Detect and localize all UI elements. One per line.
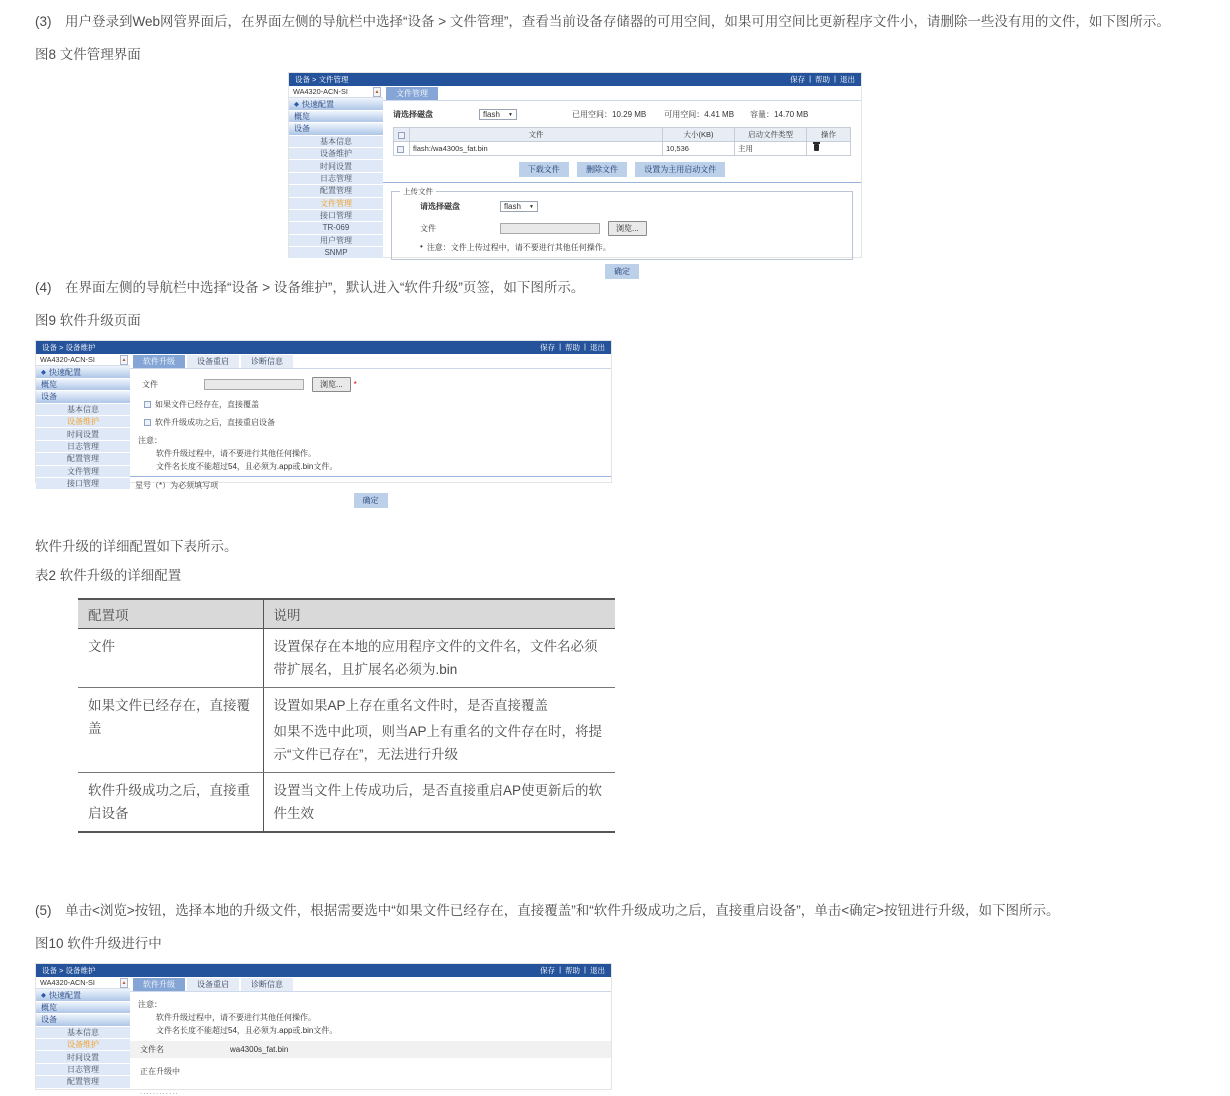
upgrade-status-text: 正在升级中 [140, 1067, 180, 1076]
upload-file-section [391, 186, 853, 260]
note-line-2: 文件名长度不能超过54，且必须为.app或.bin文件。 [156, 1026, 338, 1035]
column-header-boot-type: 启动文件类型 [735, 128, 807, 142]
note-line-1: 软件升级过程中，请不要进行其他任何操作。 [156, 1013, 316, 1022]
diamond-icon: ◆ [41, 369, 46, 377]
title-bar [289, 73, 861, 86]
progress-dots: ............ [140, 1087, 179, 1096]
step-5-paragraph: (5) 单击<浏览>按钮，选择本地的升级文件，根据需要选中“如果文件已经存在，直接覆盖”和“软件升级成功之后，直接重启设备”，单击<确定>按钮进行升级，如下图所示。 [35, 903, 1060, 918]
device-name-row [36, 354, 130, 366]
sidebar-item-device[interactable] [36, 1014, 130, 1026]
divider [383, 182, 861, 183]
config-item-cell: 如果文件已经存在，直接覆盖 [78, 688, 263, 773]
sidebar-item-overview[interactable] [289, 111, 383, 123]
download-file-button[interactable]: 下载文件 [519, 162, 569, 177]
column-header-description: 说明 [263, 599, 615, 629]
arrow-up-icon: ▲ [121, 356, 127, 363]
table-row [78, 629, 615, 688]
config-table [78, 598, 615, 833]
upload-section-legend: 上传文件 [403, 187, 433, 196]
figure9-caption: 图9 软件升级页面 [35, 313, 141, 328]
arrow-up-icon: ▲ [374, 88, 380, 95]
delete-file-button[interactable]: 删除文件 [577, 162, 627, 177]
main-panel [130, 977, 611, 1096]
top-links [540, 965, 605, 976]
device-name: WA4320-ACN-SI [40, 355, 95, 365]
main-panel [383, 86, 861, 276]
row-checkbox[interactable] [397, 146, 404, 153]
sidebar-item-basic-info[interactable]: 基本信息 [289, 136, 383, 148]
separator: | [834, 74, 836, 83]
scrollbar-up-button[interactable] [373, 87, 381, 97]
tab-bar [130, 977, 611, 992]
filename-label: 文件名 [140, 1045, 164, 1054]
device-name: WA4320-ACN-SI [40, 978, 95, 988]
description-cell: 设置当文件上传成功后，是否直接重启AP使更新后的软件生效 [263, 773, 615, 833]
disk-select-label: 请选择磁盘 [393, 110, 433, 119]
tab-file-management[interactable]: 文件管理 [386, 87, 438, 100]
exit-link[interactable]: 退出 [590, 966, 605, 975]
description-line: 设置如果AP上存在重名文件时，是否直接覆盖 [273, 698, 549, 713]
boot-type-cell: 主用 [735, 142, 807, 156]
sidebar-item-tr069[interactable]: TR-069 [289, 222, 383, 234]
diamond-icon: ◆ [294, 101, 299, 109]
sidebar-item-label: 设备 [294, 124, 310, 134]
free-space: 可用空间：4.41 MB [664, 110, 735, 119]
delete-icon[interactable] [814, 144, 819, 151]
help-link[interactable]: 帮助 [815, 75, 831, 84]
save-link[interactable]: 保存 [790, 75, 806, 84]
sidebar-item-quick-config[interactable] [36, 989, 130, 1001]
sidebar-item-interface-management[interactable]: 接口管理 [36, 478, 130, 490]
sidebar-item-device[interactable] [289, 123, 383, 135]
arrow-up-icon: ▲ [121, 979, 127, 986]
file-name-cell: flash:/wa4300s_fat.bin [410, 142, 663, 156]
column-header-config-item: 配置项 [78, 599, 263, 629]
reboot-after-upgrade-checkbox[interactable] [144, 419, 151, 426]
set-main-boot-file-button[interactable]: 设置为主用启动文件 [635, 162, 725, 177]
column-header-size: 大小(KB) [663, 128, 735, 142]
tab-bar [130, 354, 611, 369]
table-row [78, 773, 615, 833]
file-input[interactable] [204, 379, 304, 390]
tab-software-upgrade[interactable]: 软件升级 [133, 978, 185, 991]
tab-bar [383, 86, 861, 101]
note-line-1: 软件升级过程中，请不要进行其他任何操作。 [156, 449, 316, 458]
help-link[interactable]: 帮助 [565, 966, 581, 975]
figure9-screenshot [35, 340, 612, 505]
separator: | [584, 965, 586, 974]
select-all-checkbox[interactable] [398, 132, 405, 139]
table2-caption: 表2 软件升级的详细配置 [35, 568, 182, 583]
sidebar-item-config-management[interactable]: 配置管理 [36, 453, 130, 465]
sidebar-item-basic-info[interactable]: 基本信息 [36, 1027, 130, 1039]
exit-link[interactable]: 退出 [590, 343, 605, 352]
column-header-file: 文件 [410, 128, 663, 142]
breadcrumb: 设备 > 设备维护 [42, 343, 96, 352]
separator: | [559, 342, 562, 351]
file-size-cell: 10,536 [663, 142, 735, 156]
sidebar-item-label: 概览 [294, 111, 310, 121]
overwrite-checkbox[interactable] [144, 401, 151, 408]
step-3-paragraph: (3) 用户登录到Web网管界面后，在界面左侧的导航栏中选择“设备 > 文件管理”，查看当前设备存储器的可用空间，如果可用空间比更新程序文件小，请删除一些没有用的文件，如下图所示。 [35, 14, 1170, 29]
table-intro-paragraph: 软件升级的详细配置如下表所示。 [35, 539, 238, 554]
chevron-down-icon: ▼ [529, 203, 534, 210]
description-cell: 设置保存在本地的应用程序文件的文件名，文件名必须带扩展名，且扩展名必须为.bin [263, 629, 615, 688]
note-line-2: 文件名长度不能超过54，且必须为.app或.bin文件。 [156, 462, 338, 471]
sidebar-item-device-maintenance[interactable]: 设备维护 [36, 1039, 130, 1051]
save-link[interactable]: 保存 [540, 343, 556, 352]
upload-note: 注意：文件上传过程中，请不要进行其他任何操作。 [426, 243, 611, 252]
breadcrumb: 设备 > 设备维护 [42, 966, 96, 975]
required-field-note: 星号（*）为必须填写项 [135, 481, 219, 490]
tab-device-reboot[interactable]: 设备重启 [187, 355, 239, 368]
required-asterisk: * [353, 380, 357, 389]
device-name-row [289, 86, 383, 98]
sidebar-item-quick-config[interactable] [289, 98, 383, 110]
upload-disk-value: flash [504, 202, 521, 211]
step-4-paragraph: (4) 在界面左侧的导航栏中选择“设备 > 设备维护”，默认进入“软件升级”页签，如下图所示。 [35, 280, 585, 295]
sidebar-item-log-management[interactable]: 日志管理 [36, 1064, 130, 1076]
column-header-operation: 操作 [807, 128, 851, 142]
sidebar-item-file-management[interactable]: 文件管理 [289, 198, 383, 210]
sidebar-item-label: 快速配置 [302, 99, 334, 109]
sidebar-item-basic-info[interactable]: 基本信息 [36, 404, 130, 416]
capacity: 容量：14.70 MB [750, 110, 809, 119]
tab-device-reboot[interactable]: 设备重启 [187, 978, 239, 991]
main-panel [130, 354, 611, 505]
sidebar-item-device[interactable] [36, 391, 130, 403]
help-link[interactable]: 帮助 [565, 343, 581, 352]
file-table [393, 127, 851, 156]
sidebar [36, 354, 130, 489]
sidebar-item-label: 设备 [41, 1015, 57, 1025]
ok-button[interactable]: 确定 [354, 493, 388, 508]
breadcrumb: 设备 > 文件管理 [295, 75, 349, 84]
sidebar [36, 977, 130, 1089]
exit-link[interactable]: 退出 [840, 75, 855, 84]
sidebar-item-label: 快速配置 [49, 367, 81, 377]
table-row [78, 688, 615, 773]
diamond-icon: ◆ [41, 992, 46, 1000]
used-space: 已用空间：10.29 MB [572, 110, 647, 119]
upload-disk-label: 请选择磁盘 [420, 202, 460, 211]
sidebar-item-label: 快速配置 [49, 990, 81, 1000]
sidebar-item-overview[interactable] [36, 1002, 130, 1014]
separator: | [559, 965, 562, 974]
figure10-caption: 图10 软件升级进行中 [35, 936, 162, 951]
upload-disk-dropdown[interactable] [500, 201, 538, 212]
sidebar-item-interface-management[interactable]: 接口管理 [289, 210, 383, 222]
config-item-cell: 文件 [78, 629, 263, 688]
file-label: 文件 [142, 380, 158, 389]
overwrite-checkbox-label: 如果文件已经存在，直接覆盖 [155, 400, 259, 409]
top-links [790, 74, 855, 85]
sidebar-item-config-management[interactable]: 配置管理 [289, 185, 383, 197]
browse-button[interactable]: 浏览... [312, 377, 351, 392]
separator: | [809, 74, 812, 83]
upload-file-label: 文件 [420, 224, 436, 233]
save-link[interactable]: 保存 [540, 966, 556, 975]
scrollbar-up-button[interactable] [120, 355, 128, 365]
sidebar-item-log-management[interactable]: 日志管理 [289, 173, 383, 185]
config-item-cell: 软件升级成功之后，直接重启设备 [88, 783, 250, 821]
sidebar-item-overview[interactable] [36, 379, 130, 391]
figure8-caption: 图8 文件管理界面 [35, 47, 141, 62]
sidebar-item-snmp[interactable]: SNMP [289, 247, 383, 259]
title-bar [36, 341, 611, 354]
tab-diagnostic-info[interactable]: 诊断信息 [241, 978, 293, 991]
sidebar-item-quick-config[interactable] [36, 366, 130, 378]
separator: | [584, 342, 586, 351]
sidebar-item-device-maintenance[interactable]: 设备维护 [289, 148, 383, 160]
top-links [540, 342, 605, 353]
sidebar-item-time-settings[interactable]: 时间设置 [289, 160, 383, 172]
sidebar-item-label: 设备 [41, 392, 57, 402]
sidebar-item-user-management[interactable]: 用户管理 [289, 235, 383, 247]
sidebar-item-config-management[interactable]: 配置管理 [36, 1076, 130, 1088]
filename-value: wa4300s_fat.bin [230, 1045, 289, 1054]
sidebar-item-label: 概览 [41, 1002, 57, 1012]
chevron-down-icon: ▼ [508, 111, 513, 118]
figure10-screenshot [35, 963, 612, 1096]
sidebar-item-time-settings[interactable]: 时间设置 [36, 1051, 130, 1063]
device-name: WA4320-ACN-SI [293, 87, 348, 97]
note-title: 注意： [138, 436, 162, 445]
browse-button[interactable]: 浏览... [608, 221, 647, 236]
ok-button[interactable]: 确定 [605, 264, 639, 279]
reboot-checkbox-label: 软件升级成功之后，直接重启设备 [155, 418, 275, 427]
sidebar [289, 86, 383, 257]
tab-software-upgrade[interactable]: 软件升级 [133, 355, 185, 368]
divider [130, 476, 611, 477]
sidebar-item-file-management[interactable]: 文件管理 [36, 466, 130, 478]
title-bar [36, 964, 611, 977]
description-line: 如果不选中此项，则当AP上有重名的文件存在时，将提示“文件已存在”，无法进行升级 [273, 724, 603, 762]
sidebar-item-time-settings[interactable]: 时间设置 [36, 428, 130, 440]
sidebar-item-log-management[interactable]: 日志管理 [36, 441, 130, 453]
disk-control-row [383, 101, 861, 125]
sidebar-item-label: 概览 [41, 379, 57, 389]
device-name-row [36, 977, 130, 989]
sidebar-item-device-maintenance[interactable]: 设备维护 [36, 416, 130, 428]
tab-diagnostic-info[interactable]: 诊断信息 [241, 355, 293, 368]
note-title: 注意： [138, 1000, 162, 1009]
action-button-row [383, 162, 861, 177]
figure8-screenshot [288, 72, 862, 276]
bullet-icon: • [420, 242, 423, 251]
disk-select-dropdown[interactable] [479, 109, 517, 120]
scrollbar-up-button[interactable] [120, 978, 128, 988]
filename-row [130, 1041, 611, 1058]
table-row [394, 142, 851, 156]
disk-select-value: flash [483, 110, 500, 119]
upload-file-input[interactable] [500, 223, 600, 234]
